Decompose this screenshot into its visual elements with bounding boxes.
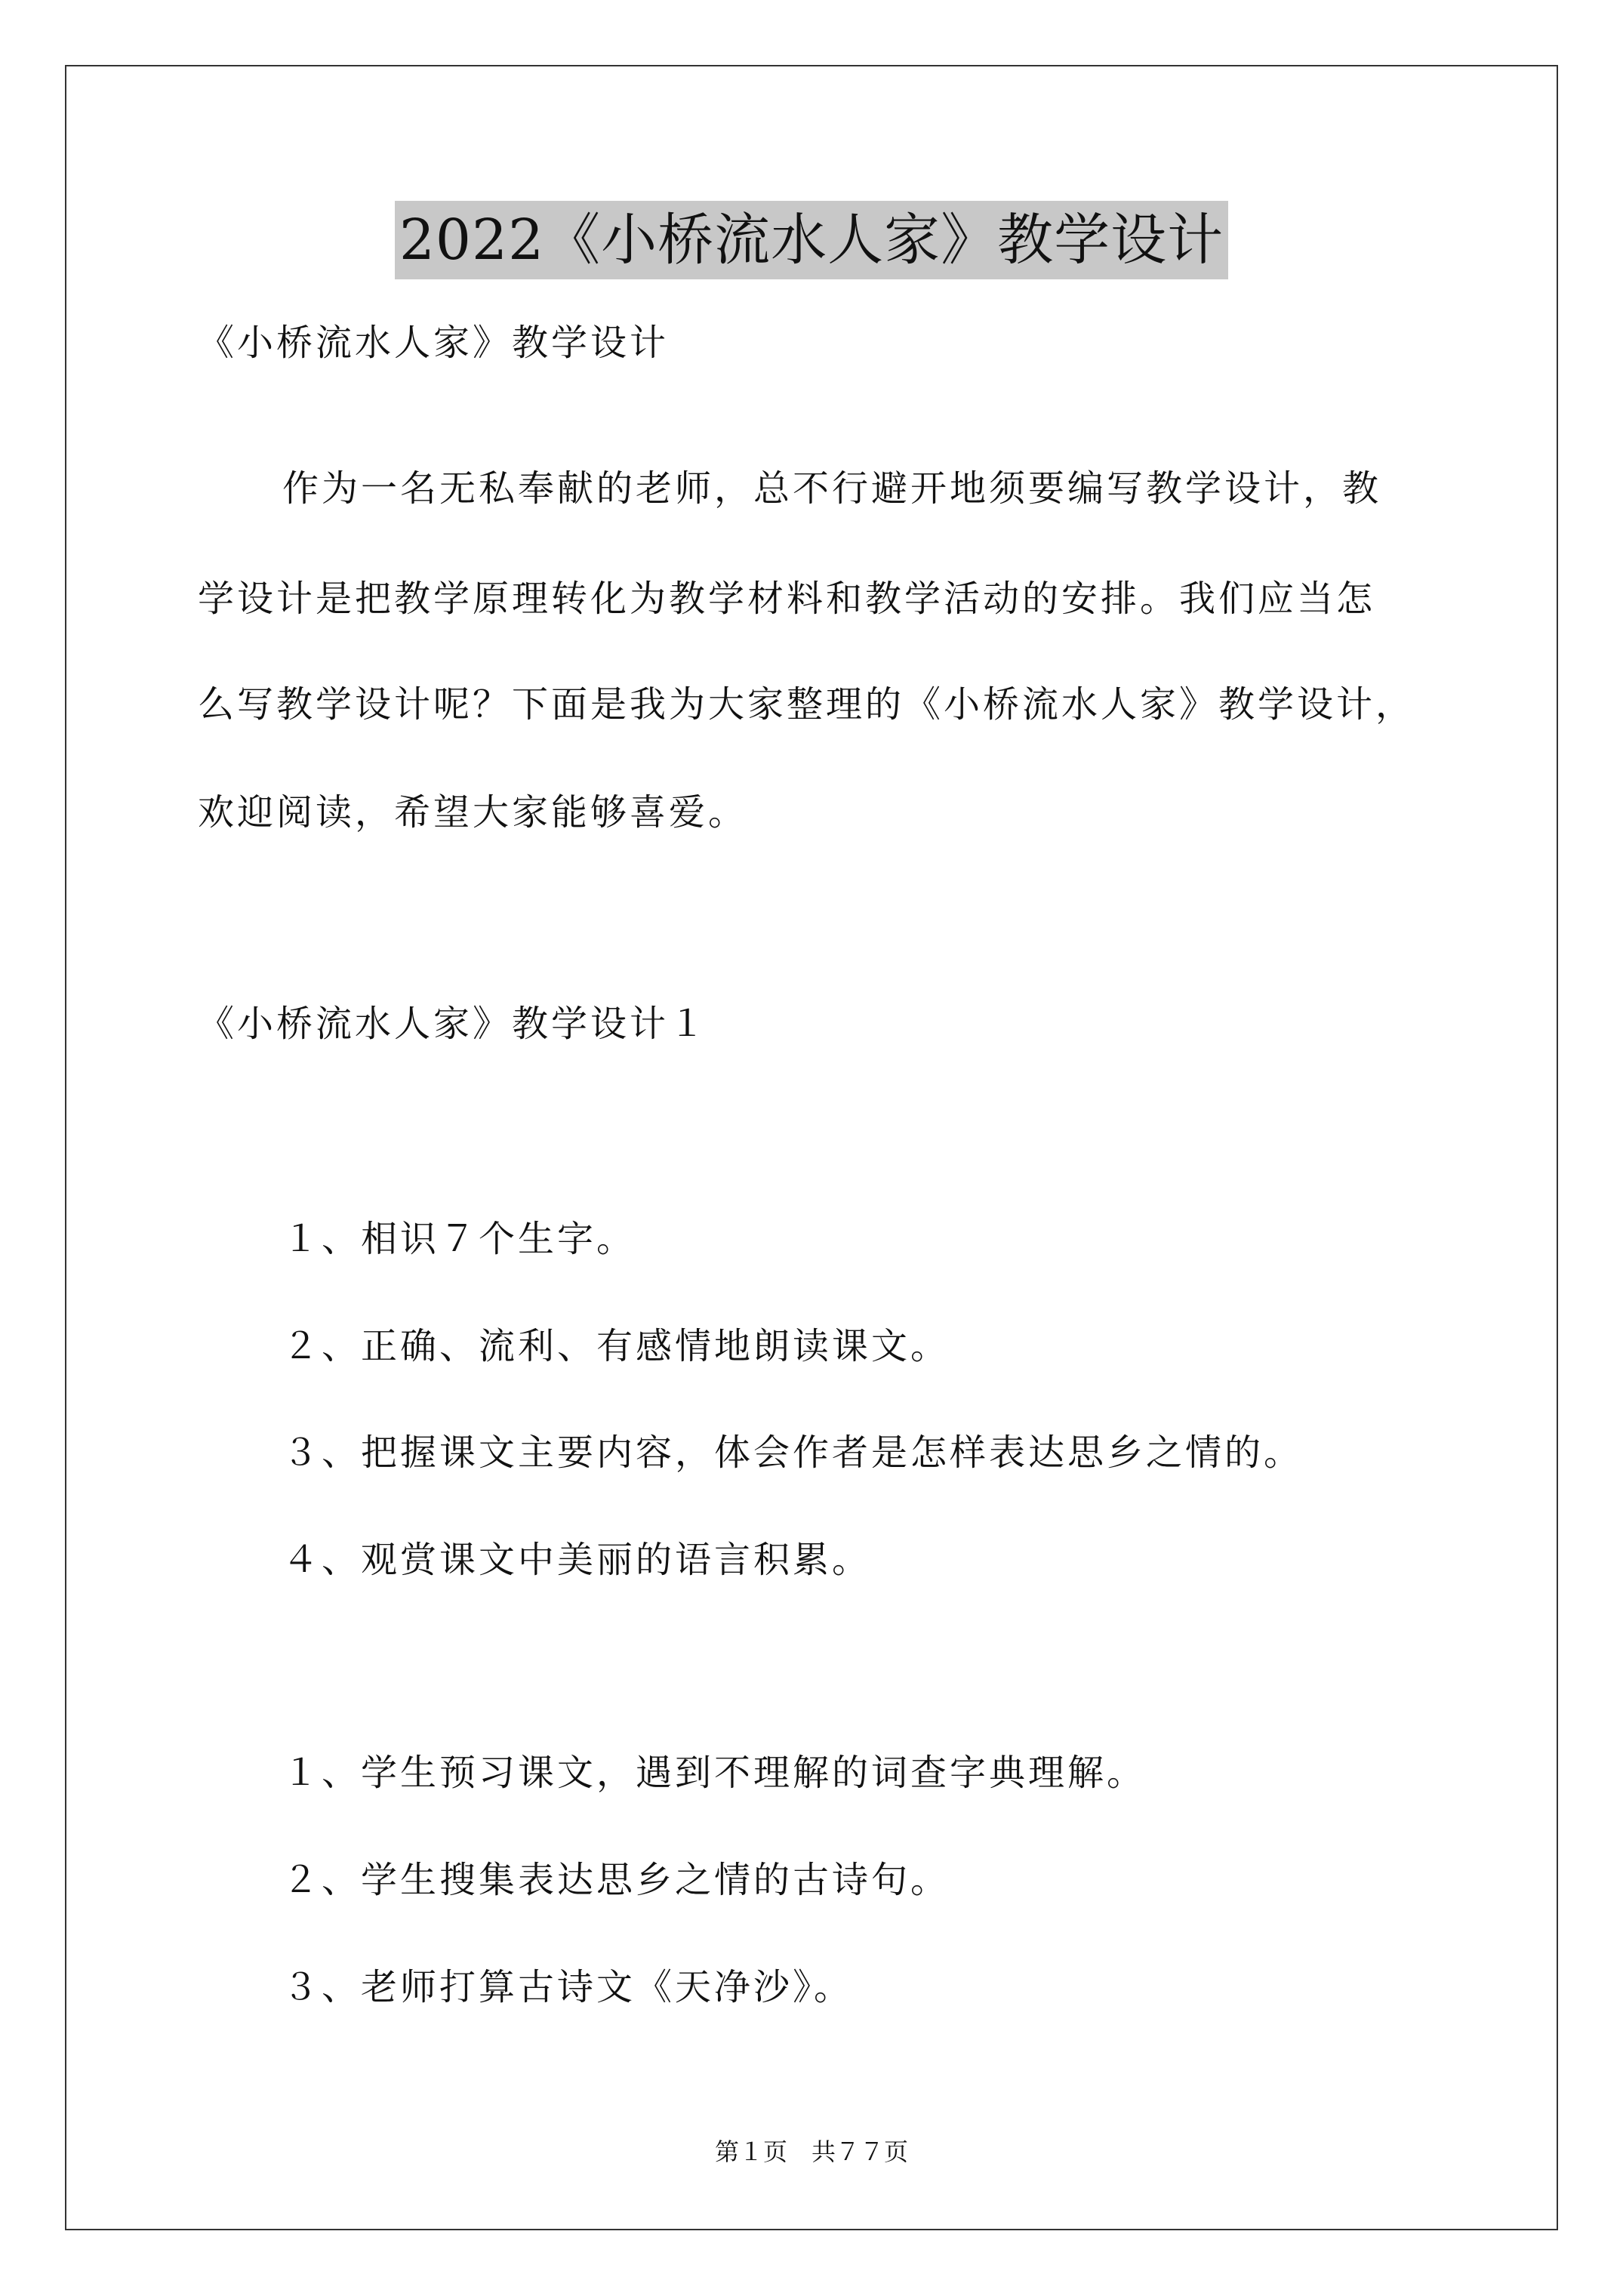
prep-item-1: １、学生预习课文，遇到不理解的词查字典理解。 [282, 1752, 1147, 1794]
document-title: 2022《小桥流水人家》教学设计 [395, 201, 1228, 279]
intro-line-2: 学设计是把教学原理转化为教学材料和教学活动的安排。我们应当怎 [198, 578, 1376, 620]
title-container [0, 201, 1623, 279]
goal-item-4: ４、观赏课文中美丽的语言积累。 [282, 1539, 872, 1581]
intro-line-4: 欢迎阅读，希望大家能够喜爱。 [198, 791, 748, 834]
intro-line-3: 么写教学设计呢？下面是我为大家整理的《小桥流水人家》教学设计， [198, 683, 1415, 726]
page-footer: 第１页 共７７页 [714, 2137, 908, 2166]
goal-item-1: １、相识７个生字。 [282, 1218, 636, 1260]
subtitle: 《小桥流水人家》教学设计 [198, 322, 670, 364]
goal-item-3: ３、把握课文主要内容，体会作者是怎样表达思乡之情的。 [282, 1432, 1304, 1474]
section-heading: 《小桥流水人家》教学设计１ [198, 1003, 709, 1045]
prep-item-2: ２、学生搜集表达思乡之情的古诗句。 [282, 1859, 950, 1901]
goal-item-2: ２、正确、流利、有感情地朗读课文。 [282, 1325, 950, 1367]
intro-line-1: 作为一名无私奉献的老师，总不行避开地须要编写教学设计，教 [282, 467, 1382, 510]
prep-item-3: ３、老师打算古诗文《天净沙》。 [282, 1966, 854, 2008]
page-border [65, 65, 1558, 2230]
